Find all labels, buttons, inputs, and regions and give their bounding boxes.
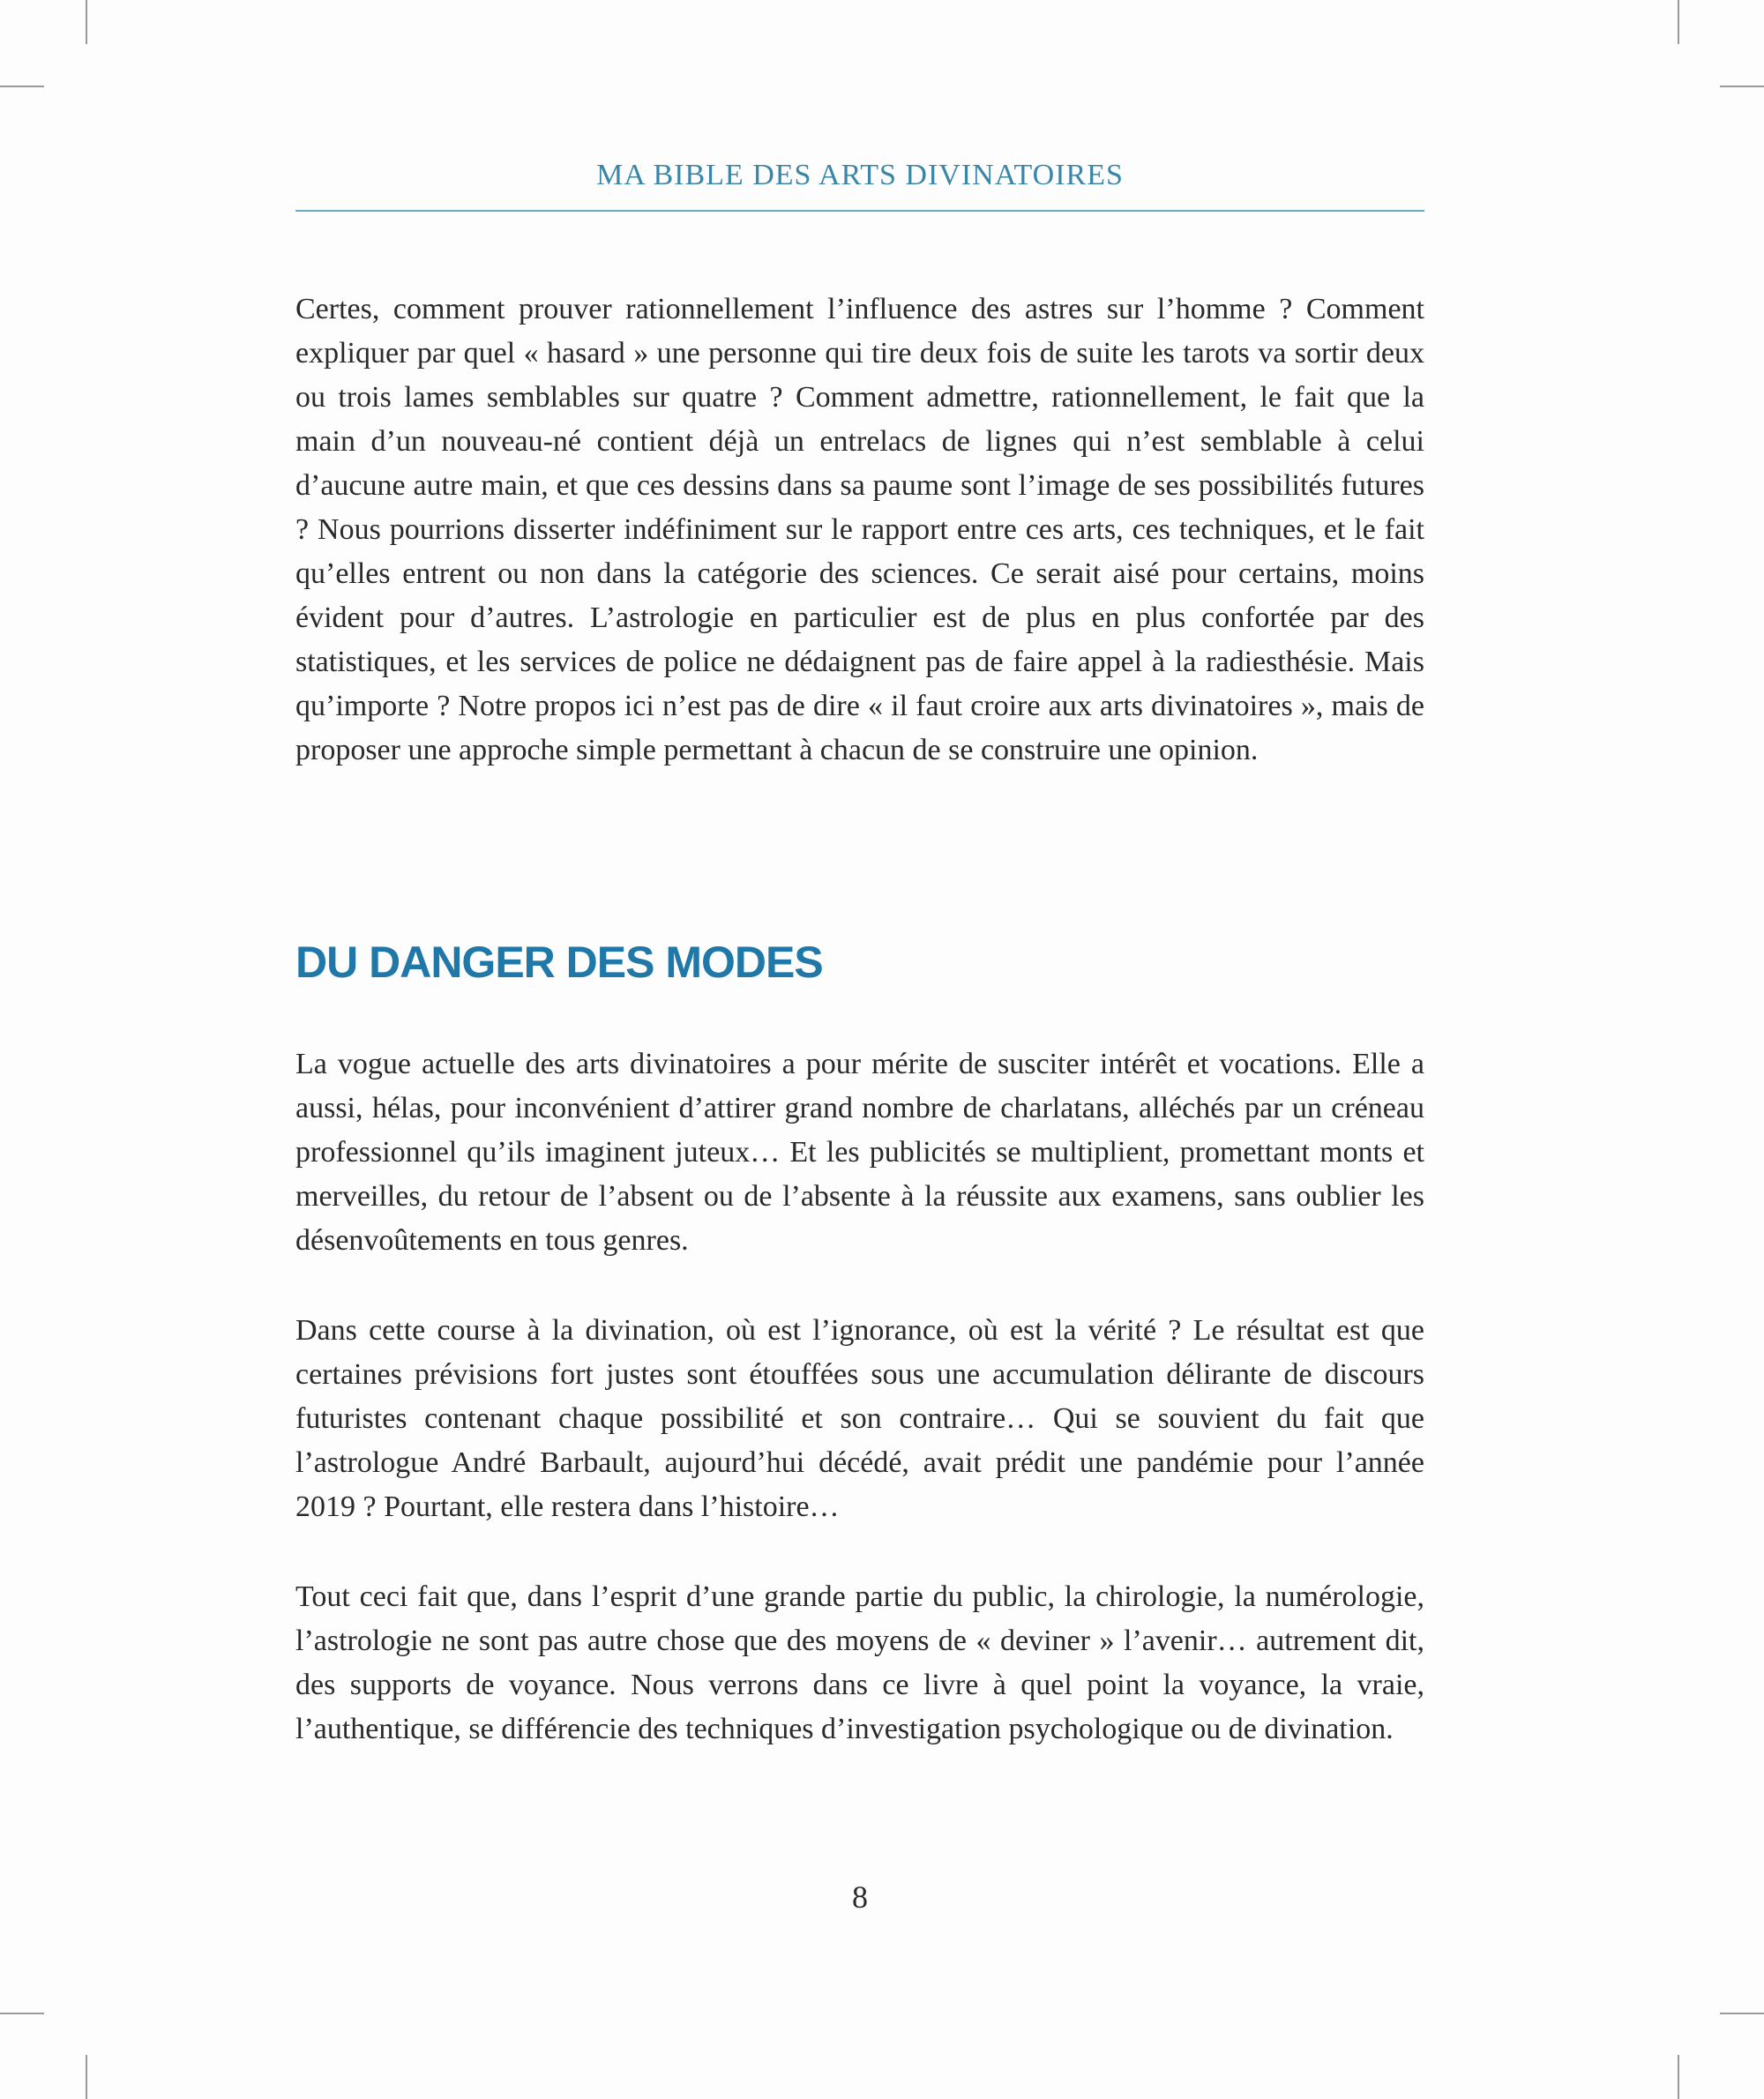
crop-mark-top-left [86,0,87,44]
crop-mark-bottom-right [1678,2055,1679,2099]
crop-mark-top-right [1678,0,1679,44]
section-paragraph-3: Tout ceci fait que, dans l’esprit d’une grande partie du public, la chirologie, la numérologie, l’astrologie ne sont pas autre chose que des moyens de « deviner » l’avenir… autrement dit, des supports de voyance. Nous verrons dans ce livre à quel point la voyance, la vraie, l’authentique, se différencie des techniques d’investigation psychologique ou de divination. [295,1580,1424,1745]
page-number: 8 [852,1879,868,1915]
intro-paragraph: Certes, comment prouver rationnellement l’influence des astres sur l’homme ? Comment expliquer par quel « hasard » une personne qui tire deux fois de suite les tarots va sortir deux ou trois lames semblables sur quatre ? Comment admettre, rationnellement, le fait que la main d’un nouveau-né contient déjà un entrelacs de lignes qui n’est semblable à celui d’aucune autre main, et que ces dessins dans sa paume sont l’image de ses possibilités futures ? Nous pourrions disserter indéfiniment sur le rapport entre ces arts, ces techniques, et le fait qu’elles entrent ou non dans la catégorie des sciences. Ce serait aisé pour certains, moins évident pour d’autres. L’astrologie en particulier est de plus en plus confortée par des statistiques, et les services de police ne dédaignent pas de faire appel à la radiesthésie. Mais qu’importe ? Notre propos ici n’est pas de dire « il faut croire aux arts divinatoires », mais de proposer une approche simple permettant à chacun de se construire une opinion. [295,293,1424,766]
running-header: MA BIBLE DES ARTS DIVINATOIRES [596,159,1124,191]
crop-mark-bottom-left-h [0,2013,44,2014]
crop-mark-top-right-h [1720,86,1764,87]
section-paragraph-1: La vogue actuelle des arts divinatoires a pour mérite de susciter intérêt et vocations. Elle a aussi, hélas, pour inconvénient d’attirer grand nombre de charlatans, alléchés par un créneau professionnel qu’ils imaginent juteux… Et les publicités se multiplient, promettant monts et merveilles, du retour de l’absent ou de l’absente à la réussite aux examens, sans oublier les désenvoûtements en tous genres. [295,1048,1424,1257]
section-paragraph-2: Dans cette course à la divination, où est l’ignorance, où est la vérité ? Le résultat est que certaines prévisions fort justes sont étouffées sous une accumulation délirante de discours futuristes contenant chaque possibilité et son contraire… Qui se souvient du fait que l’astrologue André Barbault, aujourd’hui décédé, avait prédit une pandémie pour l’année 2019 ? Pourtant, elle restera dans l’histoire… [295,1314,1424,1523]
section-heading: DU DANGER DES MODES [295,937,823,987]
crop-mark-bottom-left [86,2055,87,2099]
header-divider [295,210,1424,212]
crop-mark-top-left-h [0,86,44,87]
crop-mark-bottom-right-h [1720,2013,1764,2014]
